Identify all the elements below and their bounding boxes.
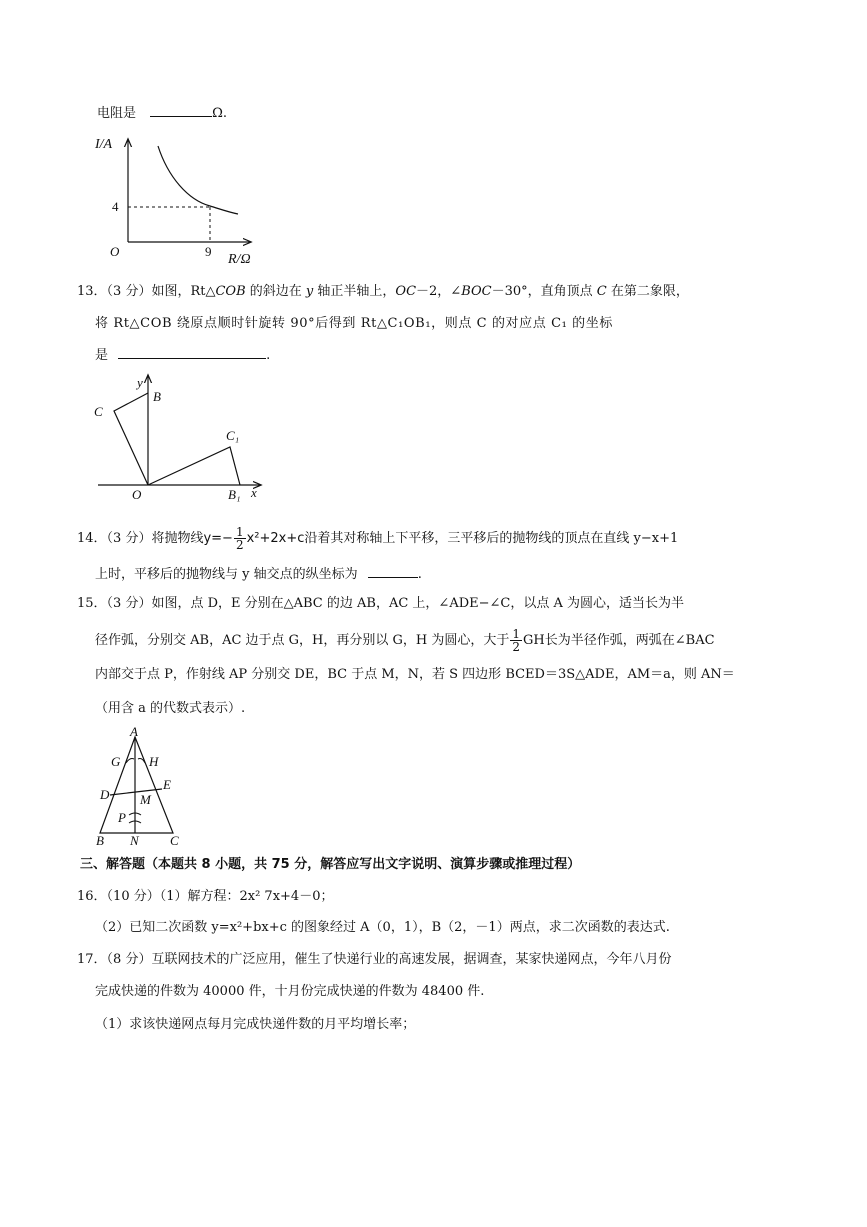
fig15-M: M <box>140 792 151 807</box>
q17-line1: 17．（8 分）互联网技术的广泛应用，催生了快递行业的高速发展，据调查，某家快递网点，今年八月份 <box>77 952 672 967</box>
q14-line2: 上时，平移后的抛物线与 y 轴交点的纵坐标为 . <box>95 563 422 584</box>
q13-line2: 将 Rt△COB 绕原点顺时针旋转 90°后得到 Rt△C₁OB₁，则点 C 的对应点 C₁ 的坐标 <box>95 316 613 331</box>
fig15-B: B <box>96 833 104 847</box>
q13-text-c: 的斜边在 <box>245 284 306 299</box>
q14-y-eq: y=− <box>203 531 233 546</box>
fig15-N: N <box>130 833 139 847</box>
fig12-origin: O <box>110 244 120 259</box>
fig13-x: x <box>251 485 257 500</box>
q13-line3: 是 . <box>95 344 270 365</box>
q13-text-f: OC <box>395 284 417 299</box>
fig12-xtick: 9 <box>205 244 212 259</box>
q14-line1 <box>77 526 678 551</box>
fig15-H: H <box>149 754 159 769</box>
q13-text-line3: 是 <box>95 348 109 363</box>
q14-rest: x²+2x+c <box>246 531 305 546</box>
q13-line1 <box>77 283 689 301</box>
q17-line2: 完成快递的件数为 40000 件，十月份完成快递的件数为 48400 件. <box>95 984 485 999</box>
figure-13-rotation <box>88 373 263 505</box>
q15-line1: 15．（3 分）如图，点 D，E 分别在△ABC 的边 AB，AC 上，∠ADE−∠C，以点 A 为圆心，适当长为半 <box>77 596 685 611</box>
fig15-P: P <box>118 810 126 825</box>
segment-DE <box>110 789 162 795</box>
q15-line3: 内部交于点 P，作射线 AP 分别交 DE，BC 于点 M，N，若 S 四边形 BCED＝3S△ADE，AM＝a，则 AN＝ <box>95 667 735 682</box>
q13-text-d: y <box>305 284 314 299</box>
q16-line1: 16．（10 分）（1）解方程：2x² 7x+4－0； <box>77 889 334 904</box>
q14-frac-num: 1 <box>235 525 244 539</box>
fig12-ylabel: I/A <box>95 137 113 152</box>
answer-blank-14 <box>368 563 418 578</box>
fig15-G: G <box>111 754 121 769</box>
fig13-B: B <box>153 389 161 404</box>
figure-12-graph <box>88 132 268 267</box>
q13-text-h: BOC <box>461 284 492 299</box>
q13-text-g: －2，∠ <box>416 284 462 299</box>
q13-text-e: 轴正半轴上， <box>313 284 396 299</box>
q15-line2 <box>95 628 715 653</box>
resistance-line <box>97 102 227 123</box>
q13-text-i: －30°，直角顶点 <box>491 284 597 299</box>
fig13-C1: C₁ <box>226 428 240 443</box>
q15-text-b: GH长为半径作弧，两弧在∠BAC <box>523 633 715 648</box>
q13-text-k: 在第二象限， <box>606 284 689 299</box>
q16-line2: （2）已知二次函数 y=x²+bx+c 的图象经过 A（0，1），B（2，－1）两点，求二次函数的表达式. <box>95 920 670 935</box>
triangle-COB <box>114 393 148 485</box>
answer-blank-12 <box>150 102 212 117</box>
q15-frac-num: 1 <box>512 627 521 641</box>
fig12-xlabel: R/Ω <box>228 252 251 267</box>
fig13-y: y <box>137 375 143 390</box>
fig13-B1: B₁ <box>228 487 241 502</box>
q14-frac-den: 2 <box>235 538 244 552</box>
q13-text-a: 13．（3 分）如图，Rt△ <box>77 284 216 299</box>
q15-text-a: 径作弧，分别交 AB，AC 边于点 G，H，再分别以 G，H 为圆心，大于 <box>95 633 510 648</box>
q15-fraction <box>510 628 522 653</box>
q15-frac-den: 2 <box>512 640 521 654</box>
q14-suffix: 沿着其对称轴上下平移，三平移后的抛物线的顶点在直线 y−x+1 <box>304 531 679 546</box>
answer-blank-13 <box>118 344 266 359</box>
q13-text-j: C <box>596 284 607 299</box>
q14-fraction <box>234 526 246 551</box>
section-3-heading: 三、解答题（本题共 8 小题，共 75 分，解答应写出文字说明、演算步骤或推理过程） <box>80 857 581 872</box>
fig15-C: C <box>170 833 179 847</box>
fig13-C: C <box>94 404 103 419</box>
fig15-A: A <box>130 725 138 739</box>
fig15-D: D <box>100 787 110 802</box>
q14-text-line2: 上时，平移后的抛物线与 y 轴交点的纵坐标为 <box>95 567 358 582</box>
fig12-ytick: 4 <box>112 199 119 214</box>
triangle-C1OB1 <box>148 447 240 485</box>
q17-line3: （1）求该快递网点每月完成快递件数的月平均增长率； <box>95 1017 416 1032</box>
figure-15-triangle <box>88 725 188 847</box>
fig15-E: E <box>163 777 171 792</box>
q15-line4: （用含 a 的代数式表示）. <box>95 701 246 716</box>
resistance-text: 电阻是 <box>97 106 137 121</box>
resistance-unit: Ω. <box>212 106 228 121</box>
q14-prefix: 14．（3 分）将抛物线 <box>77 531 204 546</box>
hyperbola-curve <box>158 146 238 214</box>
fig13-O: O <box>132 487 142 502</box>
q13-text-b: COB <box>215 284 246 299</box>
